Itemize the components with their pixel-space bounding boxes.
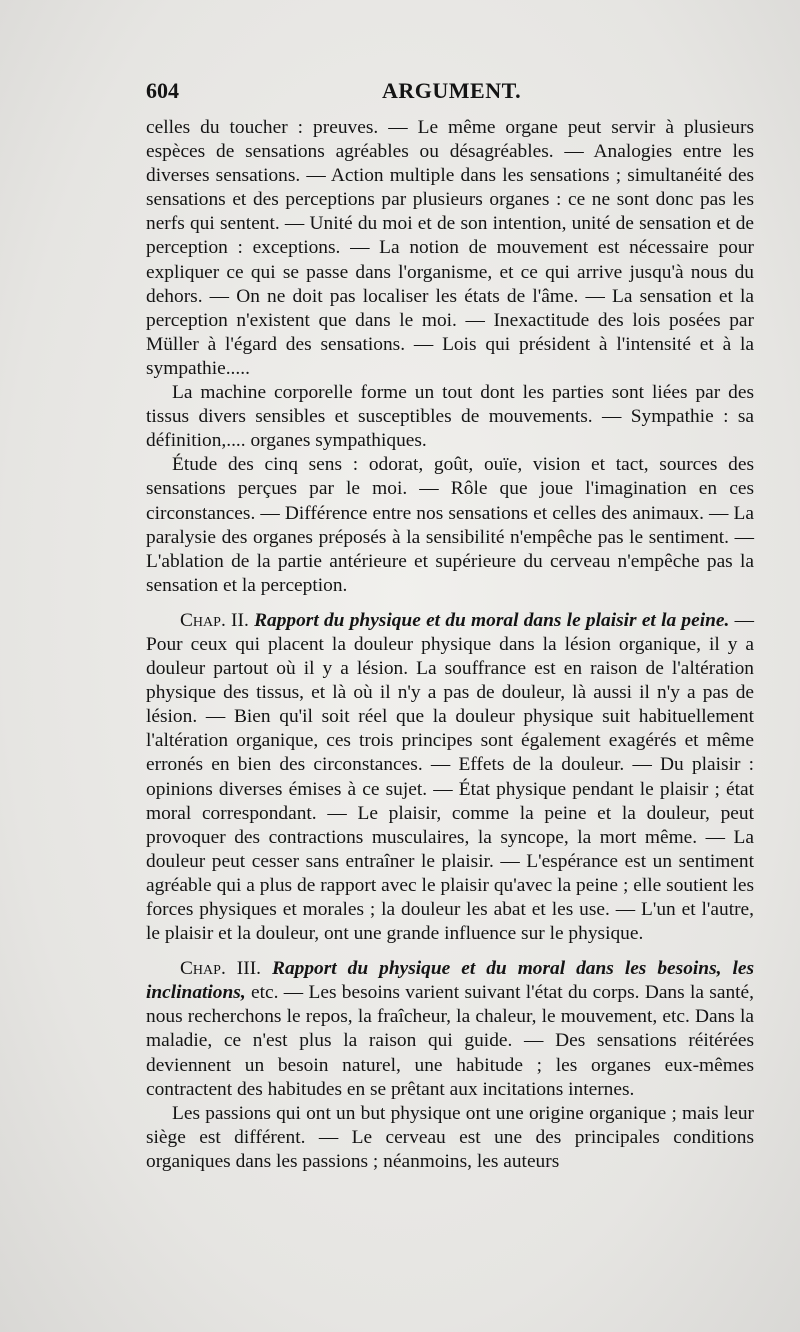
paragraph: Étude des cinq sens : odorat, goût, ouïe, vision et tact, sources des sensations perçues par le moi. — Rôle que joue l'imagination en ces circonstances. — Différence entre nos sensations et celles des animaux. — La paralysie des organes préposés à la sensibilité n'empêche pas le sentiment. — L'ablation de la partie antérieure et supérieure du cerveau n'empêche pas la sensation et la perception. <box>146 454 754 596</box>
body-text <box>146 116 754 1174</box>
running-header <box>146 78 756 110</box>
chapter-heading: Rapport du physique et du moral dans les besoins, les inclinations, <box>146 958 754 1004</box>
page-number: 604 <box>146 78 179 103</box>
paragraph: Les passions qui ont un but physique ont une origine organique ; mais leur siège est différent. — Le cerveau est une des principales conditions organiques dans les passions ; néanmoins, les auteurs <box>146 1102 754 1172</box>
chapter-text: — Pour ceux qui placent la douleur physique dans la lésion organique, il y a douleur partout où il y a lésion. La souffrance est en raison de l'altération physique des tissus, et là où il n'y a pas de douleur, là aussi il n'y a pas de lésion. — Bien qu'il soit réel que la douleur physique suit habituellement l'altération organique, ces trois principes sont également exagérés et même erronés en bien des circonstances. — Effets de la douleur. — Du plaisir : opinions diverses émises à ce sujet. — État physique pendant le plaisir ; état moral correspondant. — Le plaisir, comme la peine et la douleur, peut provoquer des contractions musculaires, la syncope, la mort même. — La douleur peut cesser sans entraîner le plaisir. — L'espérance est un sentiment agréable qui a plus de rapport avec le plaisir qu'avec la peine ; elle soutient les forces physiques et morales ; la douleur les abat et les use. — L'un et l'autre, le plaisir et la douleur, ont une grande influence sur le physique. <box>146 609 754 945</box>
chapter-label: Chap. II. <box>180 609 249 631</box>
chapter-paragraph <box>146 957 754 1102</box>
chapter-label: Chap. III. <box>180 958 262 980</box>
running-title: ARGUMENT. <box>382 78 522 103</box>
chapter-paragraph <box>146 609 754 946</box>
chapter-heading: Rapport du physique et du moral dans le plaisir et la peine. <box>254 609 730 631</box>
paragraph: La machine corporelle forme un tout dont les parties sont liées par des tissus divers sensibles et susceptibles de mouvements. — Sympathie : sa définition,.... organes sympathiques. <box>146 382 754 452</box>
paragraph-continuation: celles du toucher : preuves. — Le même organe peut servir à plusieurs espèces de sensations agréables ou désagréables. — Analogies entre les diverses sensations. — Action multiple dans les sensations ; simultanéité des sensations et des perceptions par plusieurs organes : ce ne sont donc pas les nerfs qui sentent. — Unité du moi et de son intention, unité de sensation et de perception : exceptions. — La notion de mouvement est nécessaire pour expliquer ce qui se passe dans l'organisme, et ce qui arrive jusqu'à nous du dehors. — On ne doit pas localiser les états de l'âme. — La sensation et la perception n'existent que dans le moi. — Inexactitude des lois posées par Müller à l'égard des sensations. — Lois qui président à l'intensité et à la sympathie..... <box>146 117 754 379</box>
chapter-text: etc. — Les besoins varient suivant l'état du corps. Dans la santé, nous recherchons le repos, la fraîcheur, la chaleur, le mouvement, etc. Dans la maladie, ce n'est plus la raison qui guide. — Des sensations réitérées deviennent un besoin naturel, une habitude ; les organes eux-mêmes contractent des habitudes en se prêtant aux incitations internes. <box>146 982 754 1100</box>
